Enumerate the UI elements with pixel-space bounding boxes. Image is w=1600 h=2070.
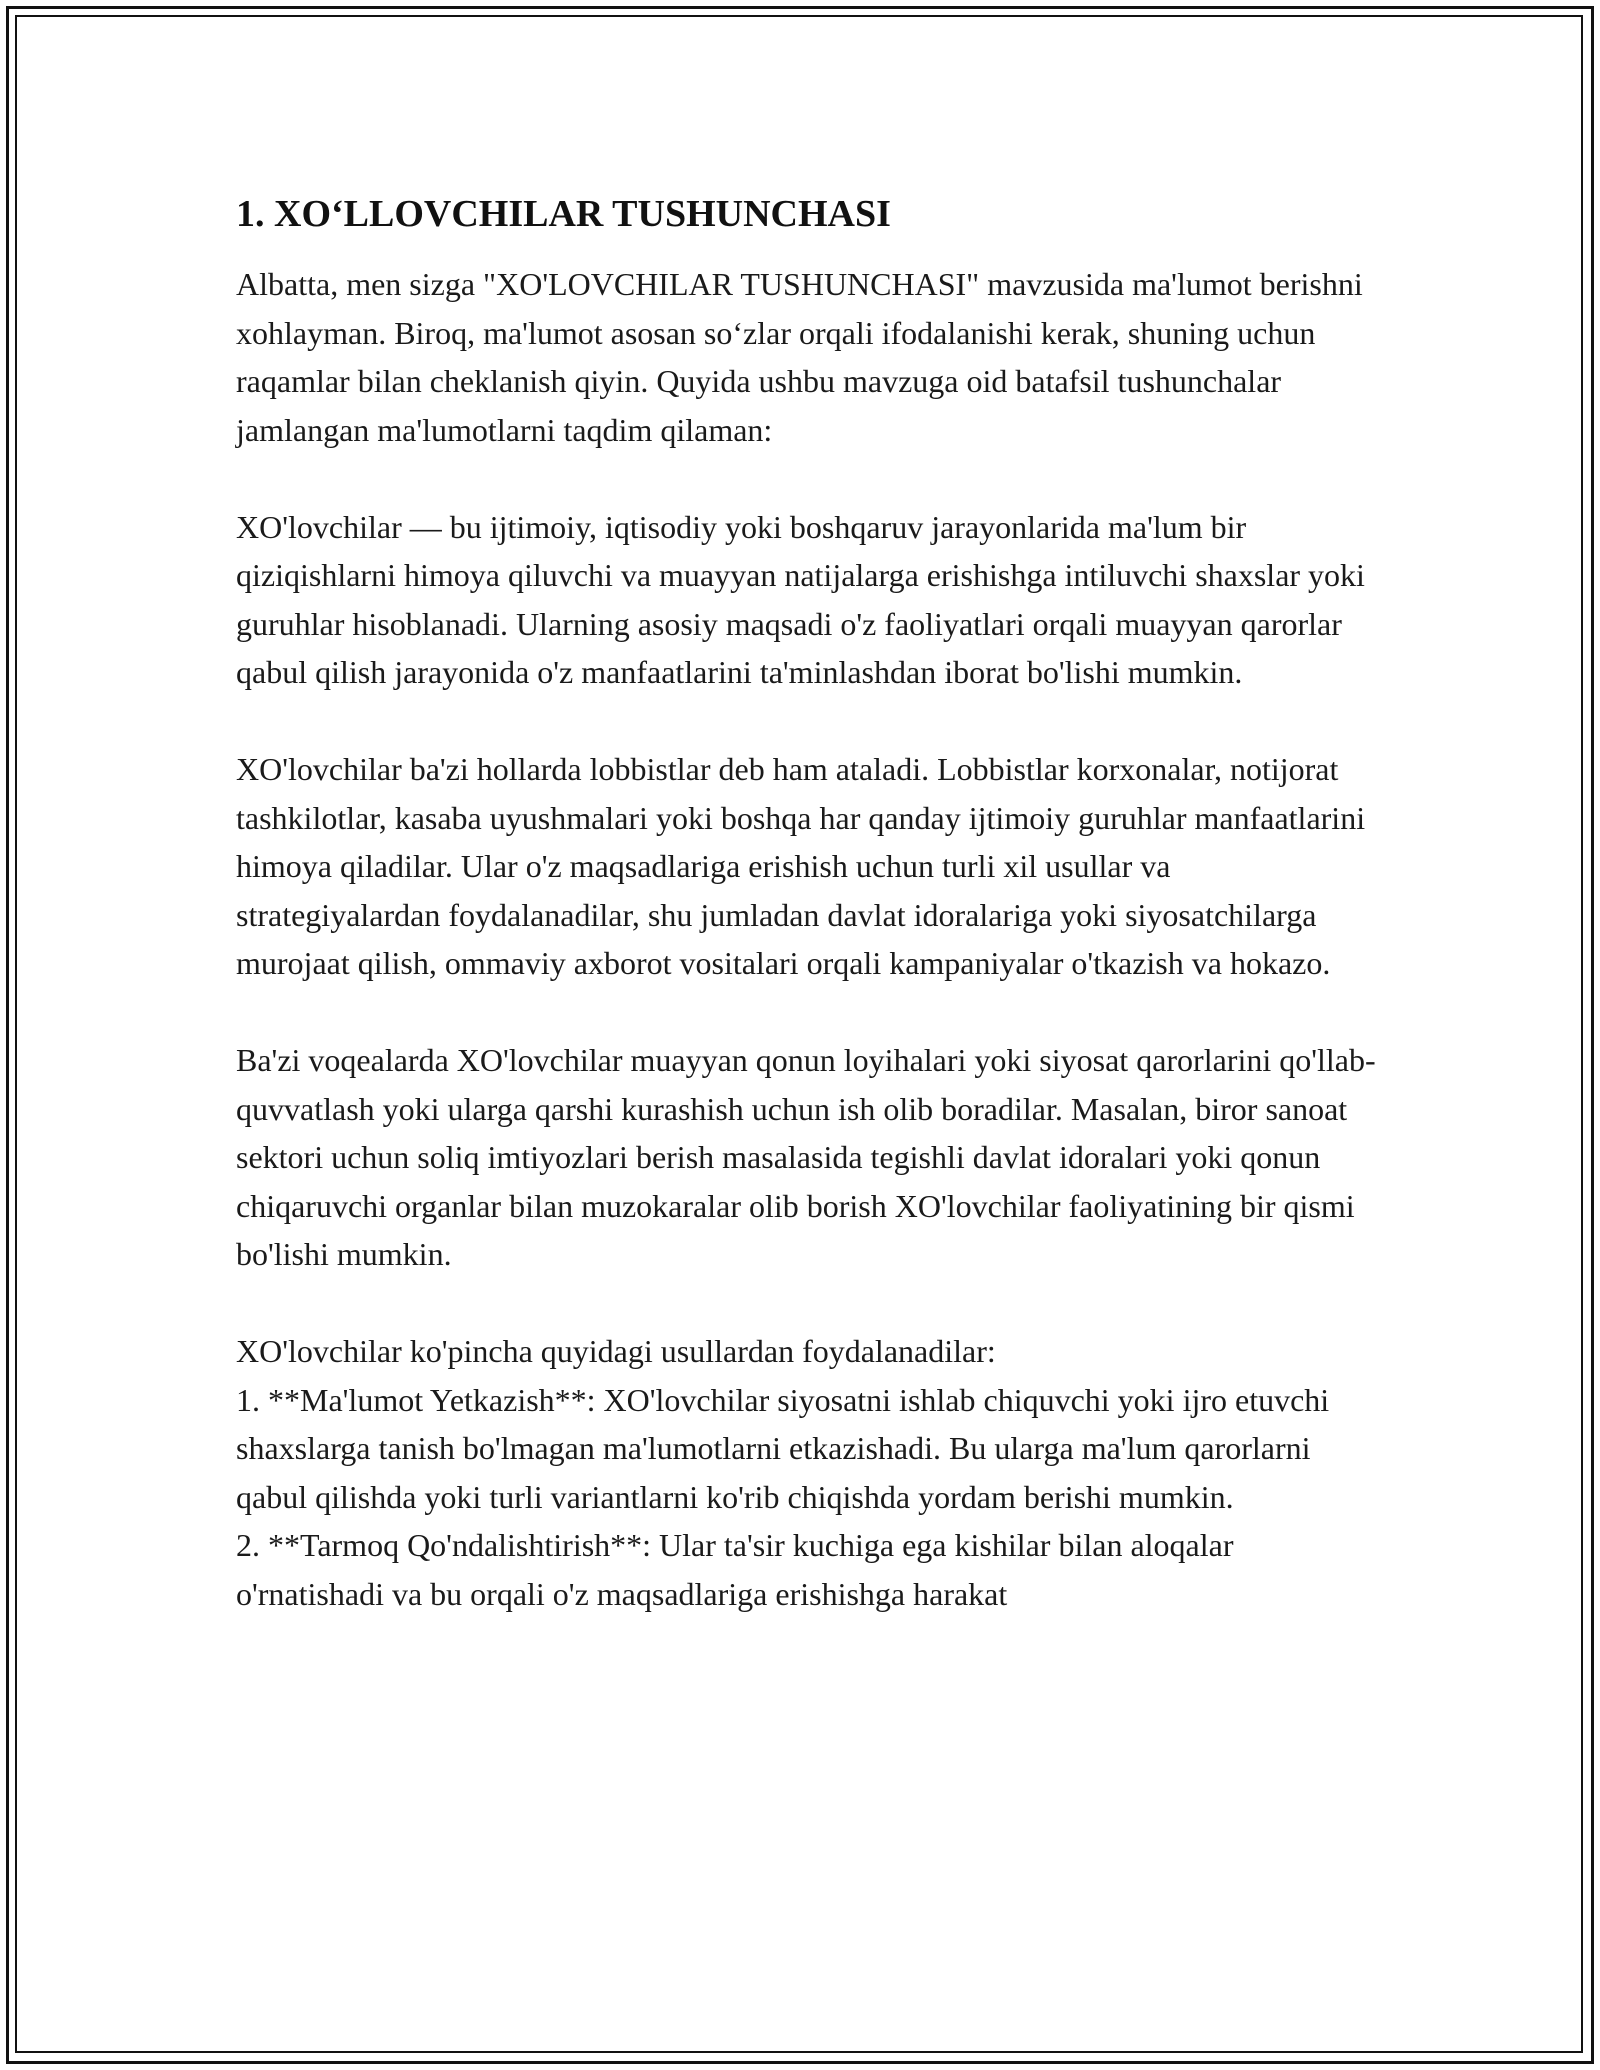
list-item-information: 1. **Ma'lumot Yetkazish**: XO'lovchilar siyosatni ishlab chiquvchi yoki ijro etuvchi shaxslarga tanish bo'lmagan ma'lumotlarni etkazishadi. Bu ularga ma'lum qarorlarni qabul qilishda yoki turli variantlarni ko'rib chiqishda yordam berishi mumkin.: [236, 1381, 1330, 1515]
document-title: 1. XO‘LLOVCHILAR TUSHUNCHASI: [236, 193, 891, 235]
document-body: [236, 188, 1376, 1618]
paragraph-intro: Albatta, men sizga "XO'LOVCHILAR TUSHUNCHASI" mavzusida ma'lumot berishni xohlayman. Biroq, ma'lumot asosan so‘zlar orqali ifodalanishi kerak, shuning uchun raqamlar bilan cheklanish qiyin. Quyida ushbu mavzuga oid batafsil tushunchalar jamlangan ma'lumotlarni taqdim qilaman:: [236, 266, 1363, 448]
list-intro: XO'lovchilar ko'pincha quyidagi usullardan foydalanadilar:: [236, 1333, 996, 1369]
list-item-networking: 2. **Tarmoq Qo'ndalishtirish**: Ular ta'sir kuchiga ega kishilar bilan aloqalar o'rnatishadi va bu orqali o'z maqsadlariga erishishga harakat: [236, 1527, 1234, 1612]
paragraph-definition: XO'lovchilar — bu ijtimoiy, iqtisodiy yoki boshqaruv jarayonlarida ma'lum bir qiziqishlarni himoya qiluvchi va muayyan natijalarga erishishga intiluvchi shaxslar yoki guruhlar hisoblanadi. Ularning asosiy maqsadi o'z faoliyatlari orqali muayyan qarorlar qabul qilish jarayonida o'z manfaatlarini ta'minlashdan iborat bo'lishi mumkin.: [236, 508, 1365, 690]
paragraph-examples: Ba'zi voqealarda XO'lovchilar muayyan qonun loyihalari yoki siyosat qarorlarini qo'llab-quvvatlash yoki ularga qarshi kurashish uchun ish olib boradilar. Masalan, biror sanoat sektori uchun soliq imtiyozlari berish masalasida tegishli davlat idoralari yoki qonun chiqaruvchi organlar bilan muzokaralar olib borish XO'lovchilar faoliyatining bir qismi bo'lishi mumkin.: [236, 1042, 1376, 1272]
paragraph-lobbyists: XO'lovchilar ba'zi hollarda lobbistlar deb ham ataladi. Lobbistlar korxonalar, notijorat tashkilotlar, kasaba uyushmalari yoki boshqa har qanday ijtimoiy guruhlar manfaatlarini himoya qiladilar. Ular o'z maqsadlariga erishish uchun turli xil usullar va strategiyalardan foydalanadilar, shu jumladan davlat idoralariga yoki siyosatchilarga murojaat qilish, ommaviy axborot vositalari orqali kampaniyalar o'tkazish va hokazo.: [236, 751, 1366, 981]
